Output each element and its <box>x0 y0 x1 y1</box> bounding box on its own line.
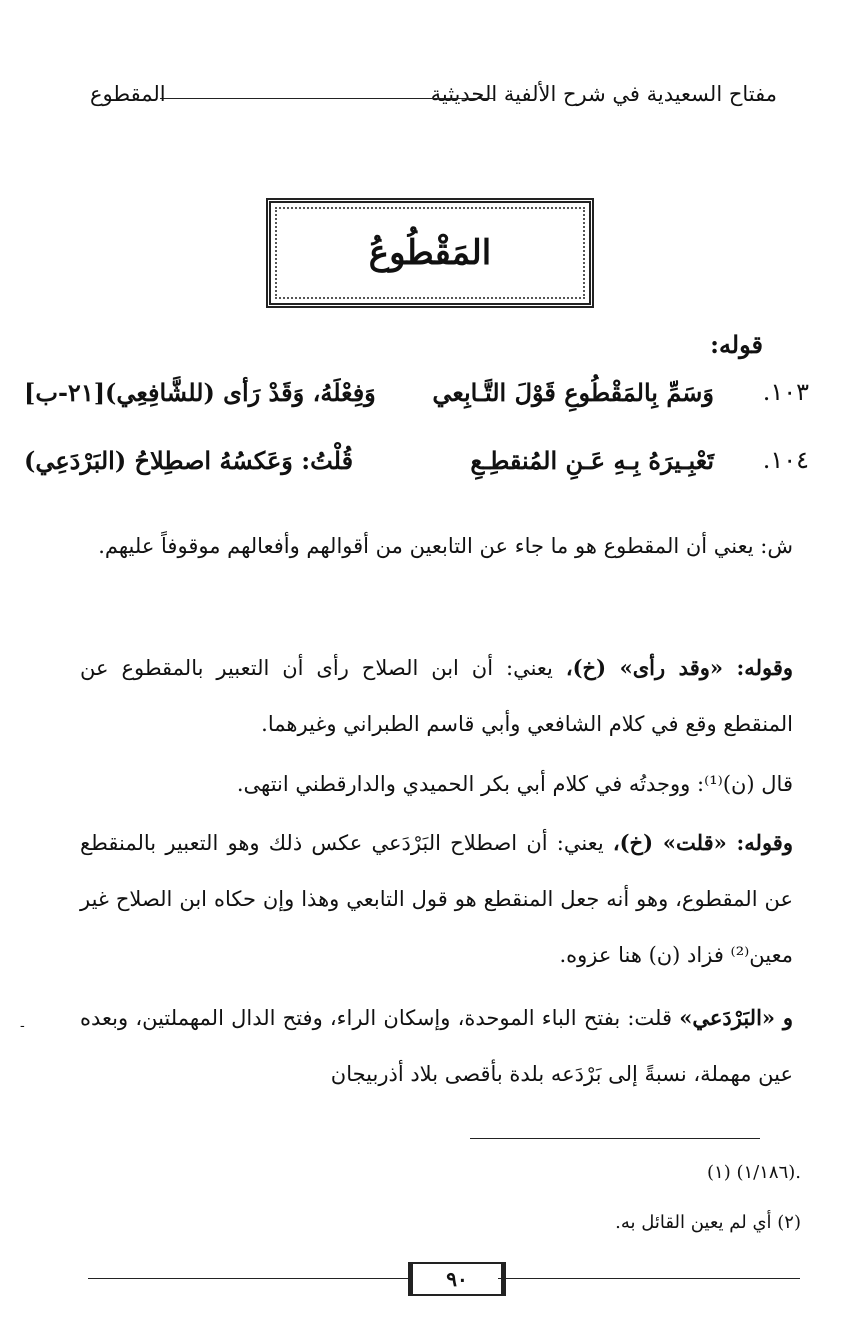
verse-number: ١٠٤. <box>762 446 809 474</box>
verse-104 <box>24 446 809 486</box>
paragraph-text: قلت: بفتح الباء الموحدة، وإسكان الراء، وفتح الدال المهملتين، وبعده عين مهملة، نسبةً إلى بَرْدَعه بلدة بأقصى بلاد أذربيجان <box>80 1006 793 1086</box>
footnote: (١) (١/١٨٦). <box>707 1162 801 1183</box>
paragraph-lead: وقوله: «قلت» (خ)، <box>612 830 793 855</box>
verse-first-hemistich: تَعْبِـيرَهُ بِـهِ عَـنِ المُنقطِـعِ <box>470 446 714 475</box>
commentary-paragraph <box>80 640 793 752</box>
verse-second-hemistich: وَفِعْلَهُ، وَقَدْ رَأى (للشَّافِعِي)[٢١-ب] <box>24 378 376 407</box>
paragraph-text: يعني: أن ابن الصلاح رأى أن التعبير بالمقطوع عن المنقطع وقع في كلام الشافعي وأبي قاسم الطبراني وغيرهما. <box>80 656 793 736</box>
paragraph-text: يعني: أن اصطلاح البَرْدَعي عكس ذلك وهو التعبير بالمنقطع عن المقطوع، وهو أنه جعل المنقطع هو قول التابعي وهذا وإن حكاه ابن الصلاح غير معين⁽²⁾ فزاد (ن) هنا عزوه. <box>80 831 793 967</box>
page-number: ٩٠ <box>408 1262 506 1296</box>
margin-mark: - <box>20 1018 25 1034</box>
running-header-title: مفتاح السعيدية في شرح الألفية الحديثية <box>430 82 777 106</box>
commentary-paragraph <box>80 756 793 812</box>
footnote: (٢) أي لم يعين القائل به. <box>615 1212 801 1233</box>
footer-rule-left <box>88 1278 408 1279</box>
header-rule <box>160 98 495 99</box>
footnote-rule <box>470 1138 760 1139</box>
verse-103 <box>24 378 809 418</box>
chapter-title: المَقْطُوعُ <box>368 233 492 273</box>
commentary-paragraph <box>80 990 793 1102</box>
paragraph-text: ش: يعني أن المقطوع هو ما جاء عن التابعين من أقوالهم وأفعالهم موقوفاً عليهم. <box>98 534 793 558</box>
chapter-title-frame <box>266 198 594 308</box>
verse-first-hemistich: وَسَمِّ بِالمَقْطُوعِ قَوْلَ التَّـابِعي <box>432 378 714 407</box>
footer-rule-right <box>498 1278 800 1279</box>
paragraph-lead: و «البَرْدَعي» <box>679 1005 793 1030</box>
commentary-paragraph <box>80 518 793 574</box>
qawluhu-label: قوله: <box>710 330 763 359</box>
verse-second-hemistich: قُلْتُ: وَعَكسُهُ اصطِلاحُ (البَرْدَعِي) <box>24 446 354 475</box>
commentary-paragraph <box>80 815 793 983</box>
paragraph-text: قال (ن)⁽¹⁾: ووجدتُه في كلام أبي بكر الحميدي والدارقطني انتهى. <box>236 772 793 796</box>
running-header-section: المقطوع <box>90 82 166 106</box>
paragraph-lead: وقوله: «وقد رأى» (خ)، <box>565 655 793 680</box>
verse-number: ١٠٣. <box>762 378 809 406</box>
